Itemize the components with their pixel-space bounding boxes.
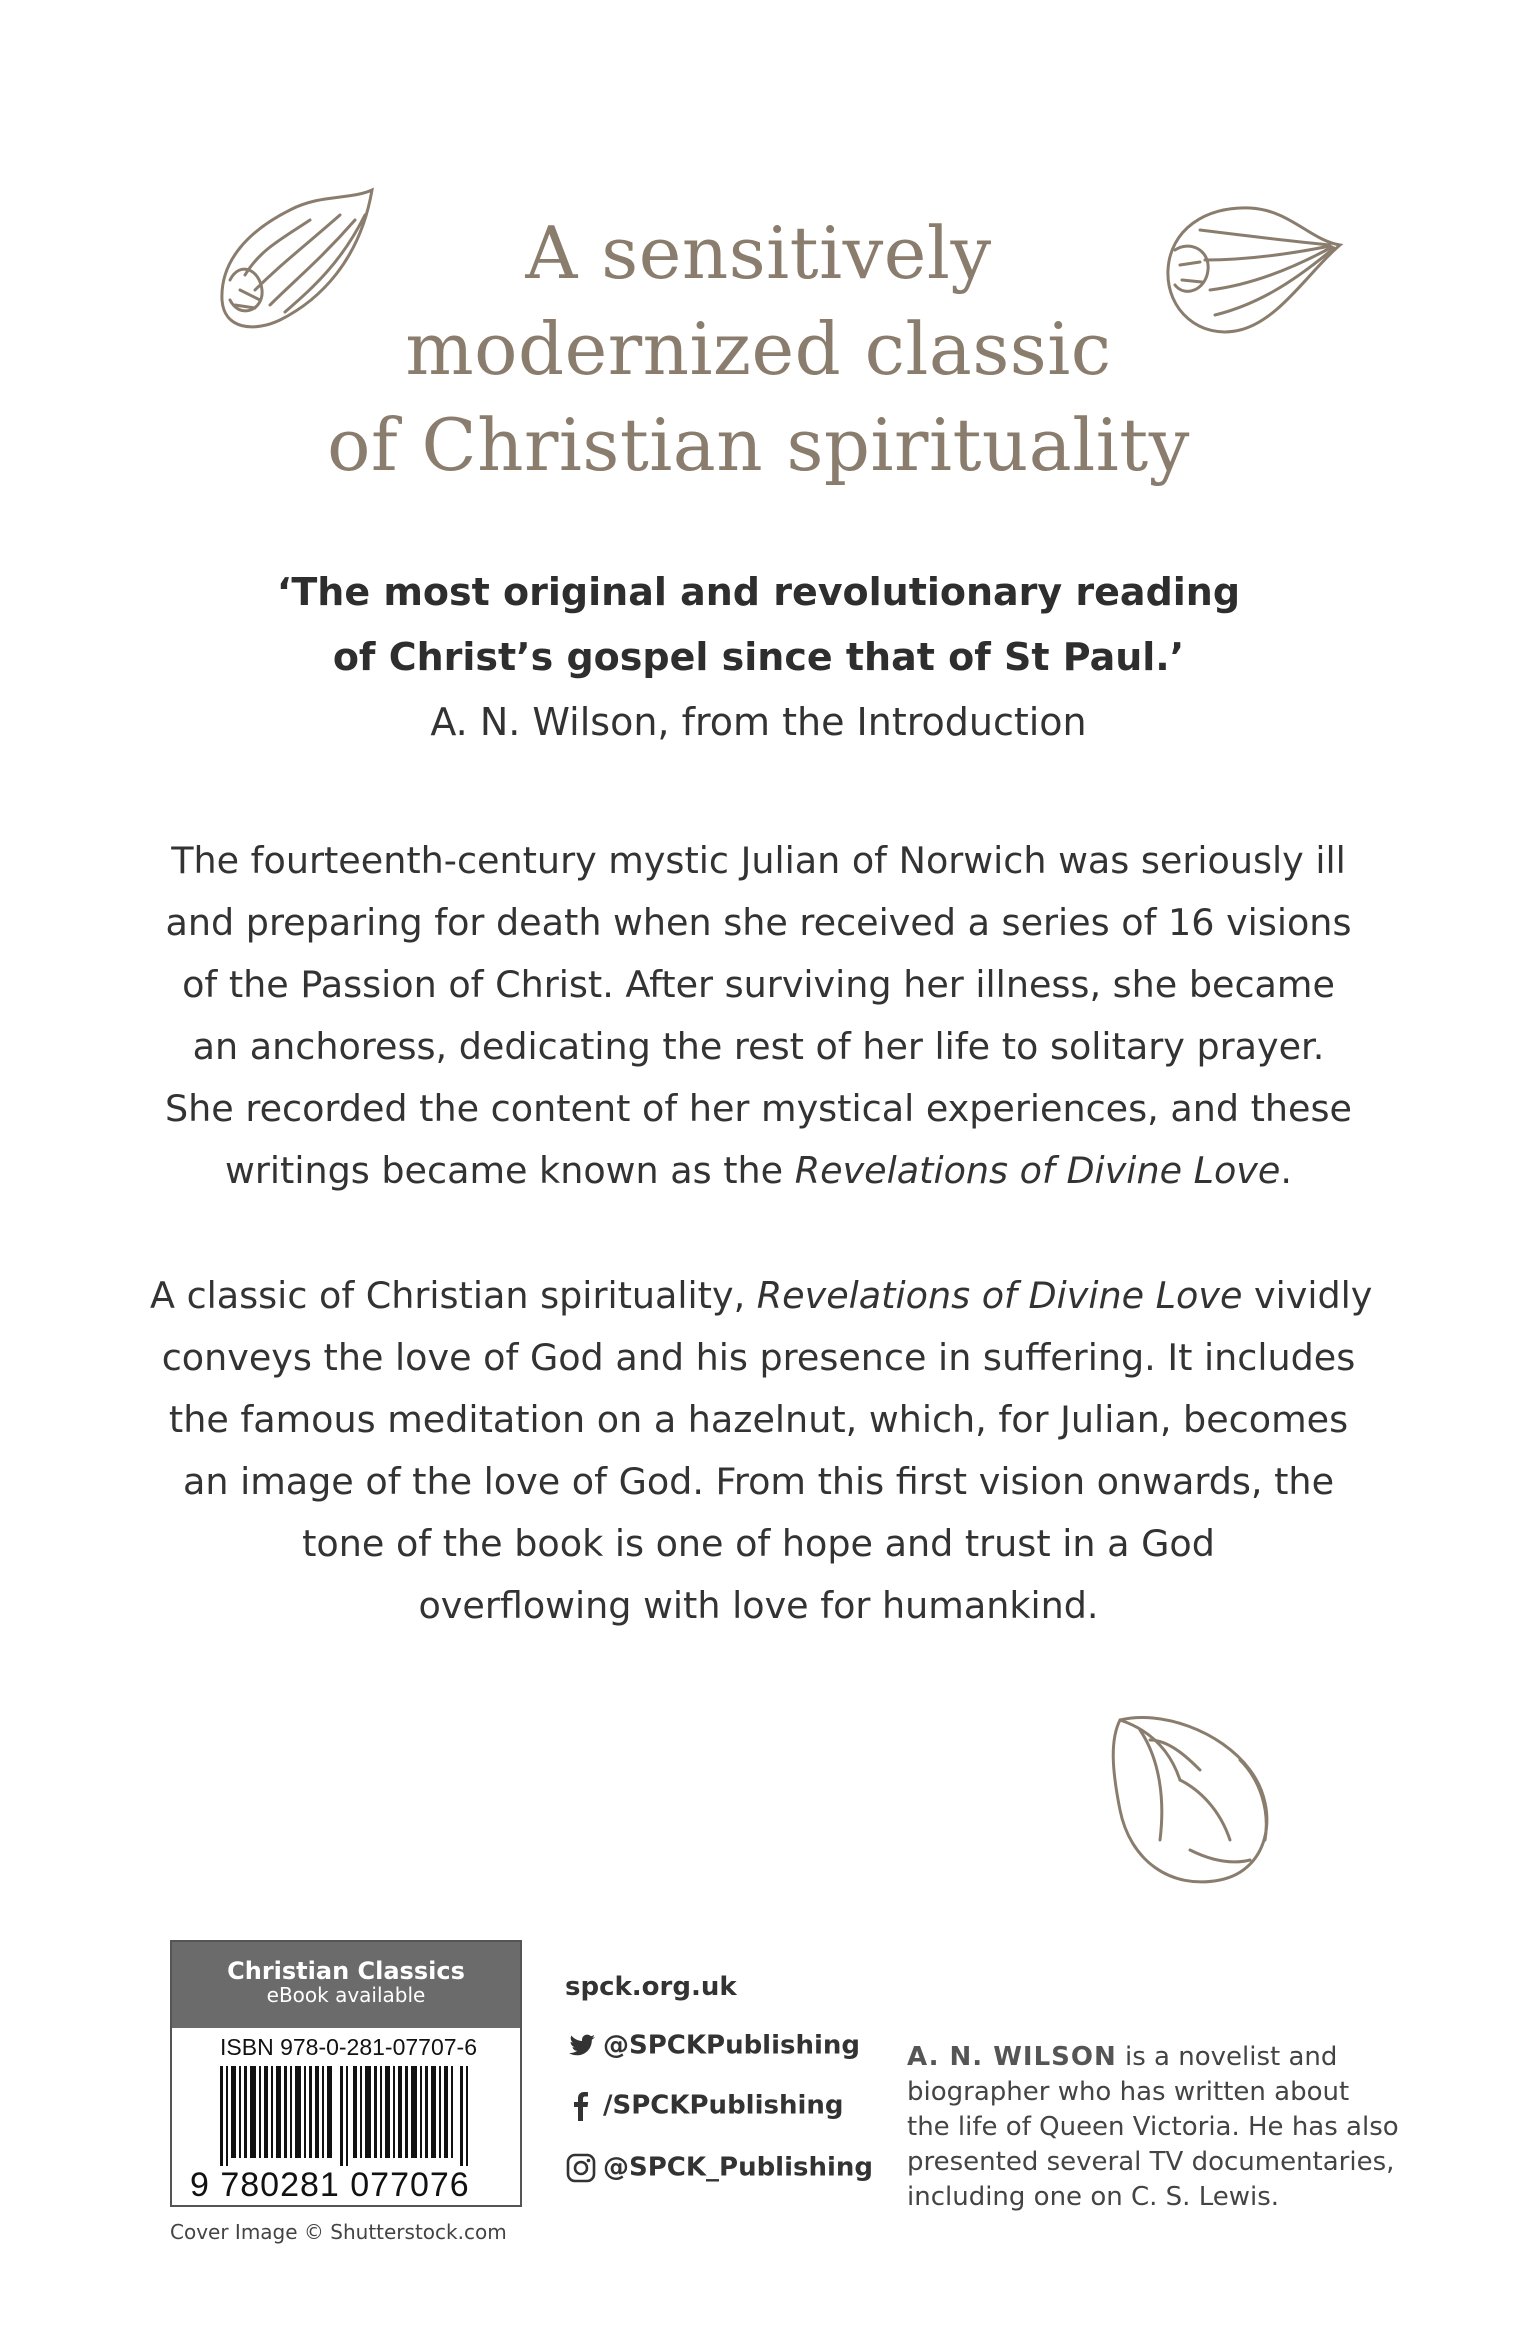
quote-line-1: ‘The most original and revolutionary reading <box>276 570 1241 614</box>
quote-line-2: of Christ’s gospel since that of St Paul.’ <box>332 635 1185 679</box>
text-run: writings became known as the <box>225 1149 795 1192</box>
para2-line: tone of the book is one of hope and trust in a God <box>302 1522 1215 1565</box>
barcode-box <box>170 1940 522 2207</box>
instagram-icon <box>565 2152 597 2184</box>
para2-line: the famous meditation on a hazelnut, which, for Julian, becomes <box>168 1398 1349 1441</box>
headline-line-2: modernized classic <box>405 307 1112 391</box>
para1-line: The fourteenth-century mystic Julian of Norwich was seriously ill <box>171 839 1346 882</box>
ebook-note: eBook available <box>266 1983 426 2007</box>
description-paragraph-2 <box>150 1265 1373 1637</box>
bio-line: biographer who has written about <box>907 2077 1350 2107</box>
hazelnut-illustration-bottom-right <box>1090 1700 1290 1900</box>
para1-line: an anchoress, dedicating the rest of her life to solitary prayer. <box>192 1025 1325 1068</box>
facebook-handle: /SPCKPublishing <box>603 2090 844 2121</box>
bio-line: including one on C. S. Lewis. <box>907 2182 1280 2212</box>
headline <box>0 205 1517 493</box>
para2-line: overflowing with love for humankind. <box>418 1584 1099 1627</box>
para2-line-first <box>150 1265 1373 1327</box>
twitter-handle: @SPCKPublishing <box>603 2030 861 2061</box>
twitter-link[interactable] <box>565 2030 860 2062</box>
para1-line: She recorded the content of her mystical experiences, and these <box>165 1087 1352 1130</box>
facebook-link[interactable] <box>565 2090 844 2122</box>
bio-line: presented several TV documentaries, <box>907 2147 1395 2177</box>
website-link[interactable]: spck.org.uk <box>565 1972 737 2002</box>
text-run: vividly <box>1242 1274 1373 1317</box>
barcode-bars <box>220 2066 480 2166</box>
author-name: A. N. WILSON <box>907 2042 1117 2072</box>
instagram-link[interactable] <box>565 2152 873 2184</box>
description-paragraph-1 <box>150 830 1367 1202</box>
instagram-handle: @SPCK_Publishing <box>603 2152 874 2183</box>
text-run: A classic of Christian spirituality, <box>150 1274 757 1317</box>
para1-line: and preparing for death when she received a series of 16 visions <box>165 901 1352 944</box>
barcode-digits: 9 780281 077076 <box>190 2166 470 2204</box>
book-title: Revelations of Divine Love <box>794 1149 1281 1192</box>
author-bio <box>907 2040 1407 2215</box>
bio-line: the life of Queen Victoria. He has also <box>907 2112 1399 2142</box>
headline-line-3: of Christian spirituality <box>327 403 1190 487</box>
facebook-icon <box>565 2090 597 2122</box>
bio-line-1 <box>907 2040 1407 2075</box>
para1-line-last <box>150 1140 1367 1202</box>
para2-line: conveys the love of God and his presence in suffering. It includes <box>161 1336 1356 1379</box>
text-run: . <box>1280 1149 1292 1192</box>
headline-line-1: A sensitively <box>525 211 992 295</box>
cover-image-credit: Cover Image © Shutterstock.com <box>170 2220 507 2244</box>
isbn-text: ISBN 978-0-281-07707-6 <box>220 2034 477 2060</box>
quote-attribution: A. N. Wilson, from the Introduction <box>430 700 1087 744</box>
text-run: is a novelist and <box>1116 2042 1338 2072</box>
para2-line: an image of the love of God. From this first vision onwards, the <box>182 1460 1335 1503</box>
para1-line: of the Passion of Christ. After surviving her illness, she became <box>182 963 1335 1006</box>
book-title: Revelations of Divine Love <box>756 1274 1243 1317</box>
series-name: Christian Classics <box>227 1957 465 1985</box>
twitter-icon <box>565 2030 597 2062</box>
endorsement-quote <box>0 560 1517 755</box>
series-band <box>172 1942 520 2028</box>
